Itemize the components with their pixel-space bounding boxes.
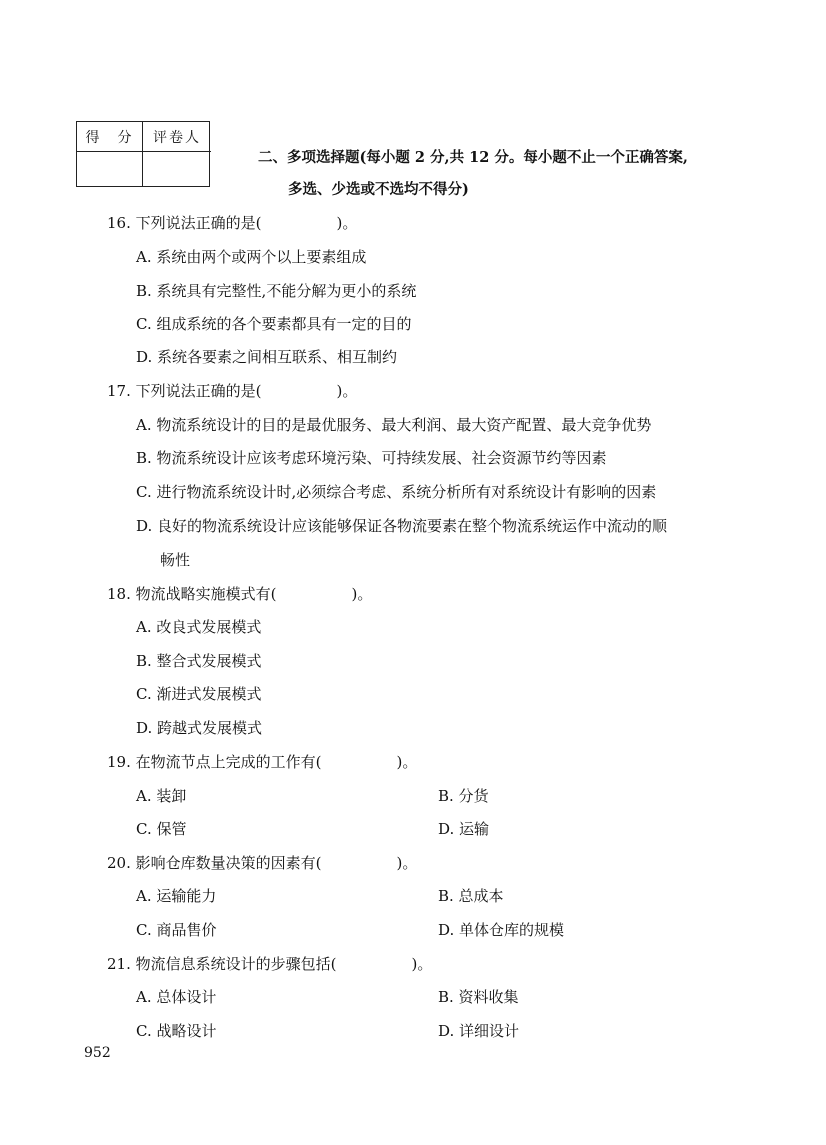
question-20-option-b: B. 总成本: [438, 887, 504, 905]
page-number: 952: [84, 1045, 111, 1061]
question-16-option-a: A. 系统由两个或两个以上要素组成: [136, 248, 367, 266]
score-label: 得 分: [77, 122, 143, 152]
question-19-option-d: D. 运输: [438, 820, 490, 838]
question-16-option-c: C. 组成系统的各个要素都具有一定的目的: [136, 315, 412, 333]
question-20-option-c: C. 商品售价: [136, 921, 217, 939]
question-17-option-a: A. 物流系统设计的目的是最优服务、最大利润、最大资产配置、最大竞争优势: [136, 416, 652, 434]
question-17-option-d-cont: 畅性: [160, 551, 191, 569]
question-21-option-a: A. 总体设计: [136, 988, 217, 1006]
question-18-option-a: A. 改良式发展模式: [136, 618, 262, 636]
question-16-stem: 16. 下列说法正确的是( )。: [107, 214, 358, 232]
question-19-option-c: C. 保管: [136, 820, 187, 838]
question-17-option-b: B. 物流系统设计应该考虑环境污染、可持续发展、社会资源节约等因素: [136, 449, 607, 467]
question-17-option-c: C. 进行物流系统设计时,必须综合考虑、系统分析所有对系统设计有影响的因素: [136, 483, 657, 501]
grader-label: 评卷人: [143, 122, 211, 152]
question-20-option-d: D. 单体仓库的规模: [438, 921, 565, 939]
score-table: [76, 121, 210, 187]
question-21-option-d: D. 详细设计: [438, 1022, 520, 1040]
question-18-stem: 18. 物流战略实施模式有( )。: [107, 585, 373, 603]
question-17-option-d: D. 良好的物流系统设计应该能够保证各物流要素在整个物流系统运作中流动的顺: [136, 517, 668, 535]
question-16-option-d: D. 系统各要素之间相互联系、相互制约: [136, 348, 398, 366]
grader-cell: [143, 152, 211, 186]
question-19-stem: 19. 在物流节点上完成的工作有( )。: [107, 753, 418, 771]
section-heading-cont: 多选、少选或不选均不得分): [288, 181, 469, 198]
question-20-stem: 20. 影响仓库数量决策的因素有( )。: [107, 854, 418, 872]
question-18-option-b: B. 整合式发展模式: [136, 652, 262, 670]
question-19-option-b: B. 分货: [438, 787, 489, 805]
question-18-option-c: C. 渐进式发展模式: [136, 685, 262, 703]
question-19-option-a: A. 装卸: [136, 787, 187, 805]
score-cell: [77, 152, 143, 186]
question-17-stem: 17. 下列说法正确的是( )。: [107, 382, 358, 400]
section-heading: 二、多项选择题(每小题 2 分,共 12 分。每小题不止一个正确答案,: [258, 149, 688, 166]
question-21-stem: 21. 物流信息系统设计的步骤包括( )。: [107, 955, 433, 973]
question-21-option-c: C. 战略设计: [136, 1022, 217, 1040]
question-21-option-b: B. 资料收集: [438, 988, 519, 1006]
question-18-option-d: D. 跨越式发展模式: [136, 719, 263, 737]
question-20-option-a: A. 运输能力: [136, 887, 217, 905]
question-16-option-b: B. 系统具有完整性,不能分解为更小的系统: [136, 282, 417, 300]
